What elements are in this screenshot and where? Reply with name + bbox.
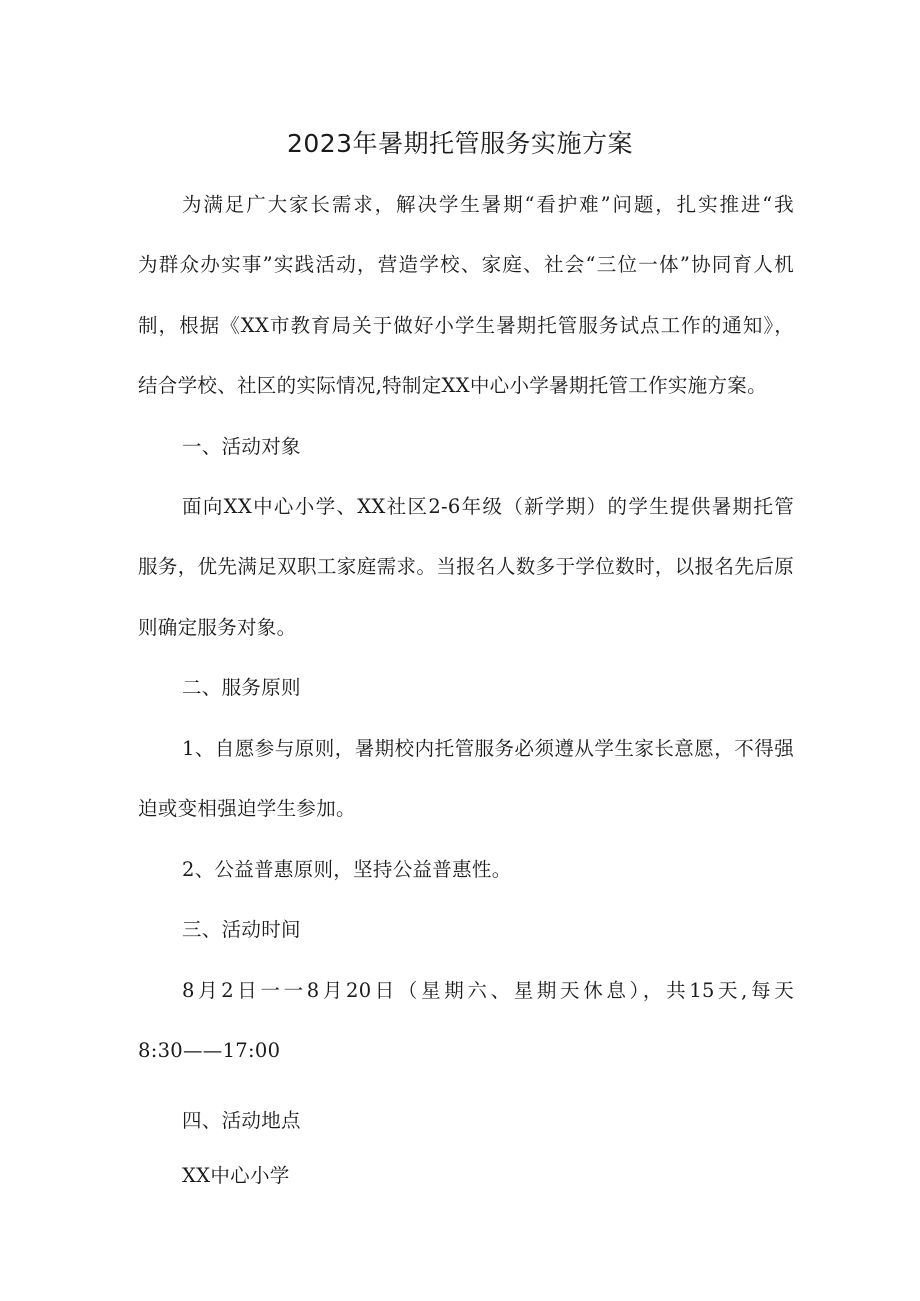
paragraph-targets-line-1: 面向XX中心小学、XX社区2-6年级（新学期）的学生提供暑期托管: [182, 495, 794, 518]
document-title: 2023年暑期托管服务实施方案: [286, 129, 634, 158]
paragraph-principle-2: 2、公益普惠原则，坚持公益普惠性。: [182, 858, 512, 881]
paragraph-principle-1-line-2: 迫或变相强迫学生参加。: [138, 797, 356, 820]
section-heading-targets: 一、活动对象: [182, 435, 301, 458]
section-heading-time: 三、活动时间: [182, 918, 301, 941]
paragraph-targets-line-2: 服务，优先满足双职工家庭需求。当报名人数多于学位数时，以报名先后原: [138, 555, 794, 578]
paragraph-time-line-1: 8月2日一一8月20日（星期六、星期天休息），共15天,每天: [182, 979, 794, 1002]
paragraph-location: XX中心小学: [182, 1164, 290, 1187]
paragraph-intro-line-2: 为群众办实事”实践活动，营造学校、家庭、社会“三位一体”协同育人机: [138, 253, 794, 276]
paragraph-intro-line-1: 为满足广大家长需求，解决学生暑期“看护难”问题，扎实推进“我: [182, 193, 794, 216]
section-heading-location: 四、活动地点: [182, 1109, 301, 1132]
paragraph-intro-line-4: 结合学校、社区的实际情况,特制定XX中心小学暑期托管工作实施方案。: [138, 374, 767, 397]
section-heading-principles: 二、服务原则: [182, 676, 301, 699]
paragraph-targets-line-3: 则确定服务对象。: [138, 616, 297, 639]
paragraph-principle-1-line-1: 1、自愿参与原则，暑期校内托管服务必须遵从学生家长意愿，不得强: [182, 737, 794, 760]
paragraph-time-line-2: 8:30——17:00: [138, 1039, 281, 1062]
paragraph-intro-line-3: 制，根据《XX市教育局关于做好小学生暑期托管服务试点工作的通知》，: [138, 314, 794, 337]
